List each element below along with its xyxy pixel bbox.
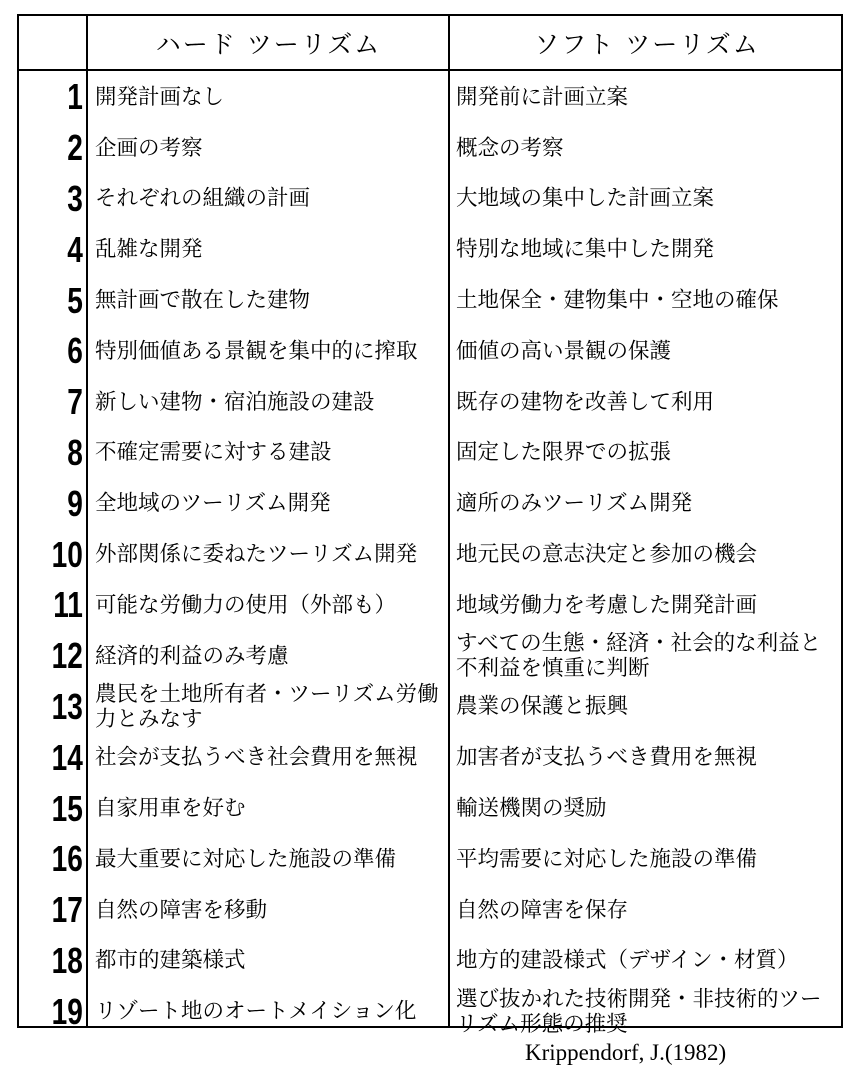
hard-tourism-cell: 新しい建物・宿泊施設の建設 [95, 389, 375, 415]
soft-tourism-cell: 適所のみツーリズム開発 [456, 491, 693, 517]
table-row [19, 428, 841, 479]
table-row [19, 529, 841, 580]
row-number: 10 [51, 533, 83, 575]
table-row [19, 580, 841, 631]
hard-tourism-cell: リゾート地のオートメイション化 [95, 999, 417, 1025]
row-number: 14 [51, 736, 83, 778]
hard-tourism-cell: 開発計画なし [95, 84, 225, 110]
table-row [19, 123, 841, 174]
hard-tourism-cell: 都市的建築様式 [95, 948, 246, 974]
row-number: 11 [53, 584, 83, 626]
row-number: 7 [67, 381, 83, 423]
row-number: 15 [51, 787, 83, 829]
hard-tourism-cell: 自然の障害を移動 [95, 897, 268, 923]
table-row [19, 682, 841, 733]
header-number [19, 16, 86, 70]
table-row [19, 783, 841, 834]
row-number: 3 [67, 177, 83, 219]
soft-tourism-cell: 平均需要に対応した施設の準備 [456, 846, 758, 872]
header-hard-tourism: ハード ツーリズム [155, 30, 382, 59]
soft-tourism-cell: 選び抜かれた技術開発・非技術的ツーリズム形態の推奨 [456, 986, 822, 1037]
soft-tourism-cell: 固定した限界での拡張 [456, 440, 672, 466]
hard-tourism-cell: 無計画で散在した建物 [95, 288, 311, 314]
soft-tourism-cell: 地元民の意志決定と参加の機会 [456, 542, 758, 568]
row-number: 5 [67, 279, 83, 321]
hard-tourism-cell: 可能な労働力の使用（外部も） [95, 592, 397, 618]
row-number: 6 [67, 330, 83, 372]
soft-tourism-cell: 地方的建設様式（デザイン・材質） [456, 948, 799, 974]
table-row [19, 885, 841, 936]
hard-tourism-cell: 特別価値ある景観を集中的に搾取 [95, 338, 418, 364]
hard-tourism-cell: 社会が支払うべき社会費用を無視 [95, 745, 418, 771]
table-row [19, 631, 841, 682]
source-credit: Krippendorf, J.(1982) [525, 1040, 727, 1065]
soft-tourism-cell: 大地域の集中した計画立案 [456, 186, 715, 212]
hard-tourism-cell: 最大重要に対応した施設の準備 [95, 846, 397, 872]
row-number: 18 [51, 939, 83, 981]
row-number: 2 [67, 127, 83, 169]
hard-tourism-cell: 経済的利益のみ考慮 [95, 643, 289, 669]
soft-tourism-cell: 自然の障害を保存 [456, 897, 629, 923]
hard-tourism-cell: 不確定需要に対する建設 [95, 440, 332, 466]
comparison-table [17, 14, 843, 1037]
row-number: 1 [67, 76, 83, 118]
soft-tourism-cell: 土地保全・建物集中・空地の確保 [456, 288, 779, 314]
soft-tourism-cell: すべての生態・経済・社会的な利益と不利益を慎重に判断 [456, 631, 822, 682]
hard-tourism-cell: 乱雑な開発 [95, 237, 203, 263]
row-number: 8 [67, 431, 83, 473]
soft-tourism-cell: 概念の考察 [456, 135, 564, 161]
table-row [19, 174, 841, 225]
table-row [19, 732, 841, 783]
hard-tourism-cell: 自家用車を好む [95, 796, 246, 822]
hard-tourism-cell: 企画の考察 [95, 135, 203, 161]
soft-tourism-cell: 開発前に計画立案 [456, 84, 629, 110]
table-row [19, 72, 841, 123]
soft-tourism-cell: 農業の保護と振興 [456, 694, 629, 720]
table-row [19, 936, 841, 987]
soft-tourism-cell: 特別な地域に集中した開発 [456, 237, 715, 263]
table-row [19, 834, 841, 885]
soft-tourism-cell: 加害者が支払うべき費用を無視 [456, 745, 758, 771]
row-number: 17 [51, 889, 83, 931]
row-number: 16 [51, 838, 83, 880]
row-number: 12 [51, 635, 83, 677]
row-number: 9 [67, 482, 83, 524]
table-row [19, 326, 841, 377]
hard-tourism-cell: 農民を土地所有者・ツーリズム労働力とみなす [95, 681, 439, 732]
hard-tourism-cell: 全地域のツーリズム開発 [95, 491, 331, 517]
row-number: 4 [67, 228, 83, 270]
row-number: 13 [51, 685, 83, 727]
soft-tourism-cell: 輸送機関の奨励 [456, 796, 607, 822]
soft-tourism-cell: 価値の高い景観の保護 [456, 338, 672, 364]
soft-tourism-cell: 既存の建物を改善して利用 [456, 389, 715, 415]
table-row [19, 224, 841, 275]
hard-tourism-cell: それぞれの組織の計画 [95, 186, 311, 212]
table-row [19, 478, 841, 529]
table-row [19, 377, 841, 428]
table-row [19, 986, 841, 1037]
table-row [19, 275, 841, 326]
header-soft-tourism: ソフト ツーリズム [534, 30, 760, 59]
row-number: 19 [51, 990, 83, 1032]
hard-tourism-cell: 外部関係に委ねたツーリズム開発 [95, 542, 418, 568]
soft-tourism-cell: 地域労働力を考慮した開発計画 [456, 592, 758, 618]
